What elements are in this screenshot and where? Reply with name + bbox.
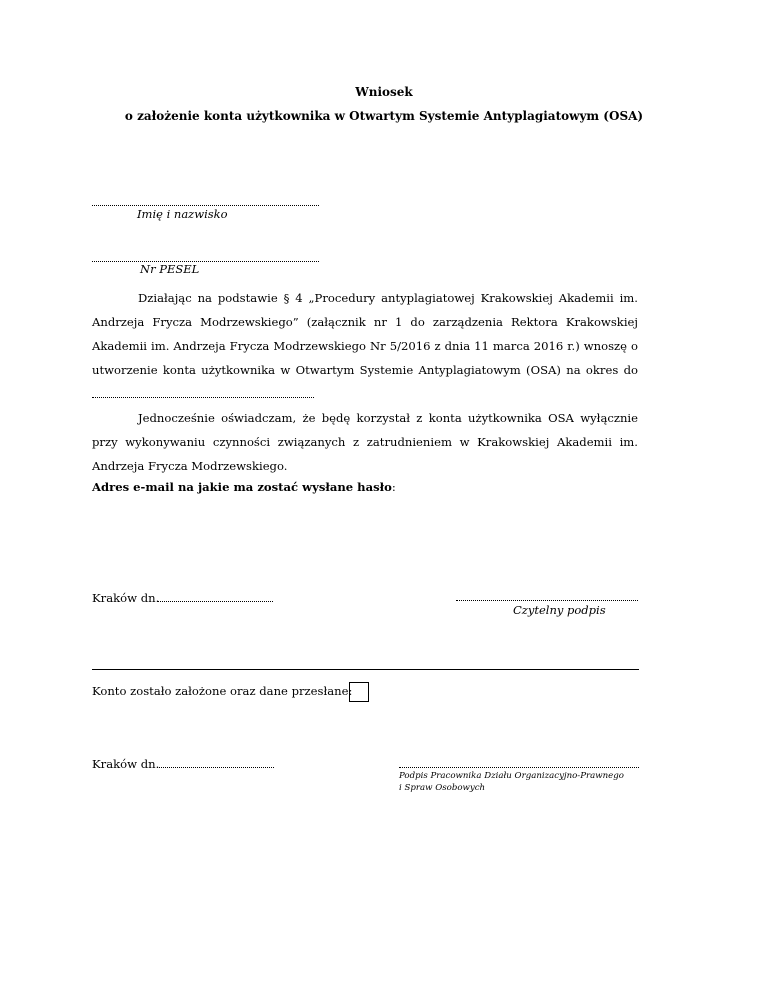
signature-caption-2-line1: Podpis Pracownika Działu Organizacyjno-Prawnego <box>399 771 624 781</box>
body-paragraph-1 <box>92 286 638 406</box>
signature-caption-1: Czytelny podpis <box>513 603 606 617</box>
confirmation-checkbox[interactable] <box>349 682 369 702</box>
body-paragraph-1-text: Działając na podstawie § 4 „Procedury antyplagiatowej Krakowskiej Akademii im. Andrzeja Frycza Modrzewskiego” (załącznik nr 1 do zarządzenia Rektora Krakowskiej Akademii im. Andrzeja Frycza Modrzewskiego Nr 5/2016 z dnia 11 marca 2016 r.) wnoszę o utworzenie konta użytkownika w Otwartym Systemie Antyplagiatowym (OSA) na okres do <box>92 291 638 377</box>
pesel-field[interactable] <box>92 261 319 262</box>
name-field[interactable] <box>92 205 319 206</box>
name-caption: Imię i nazwisko <box>137 207 228 221</box>
section-divider <box>92 669 639 670</box>
signature-caption-2 <box>399 770 624 794</box>
place-date-label-1: Kraków dn. <box>92 591 160 605</box>
period-until-field[interactable] <box>92 397 314 398</box>
email-label-text: Adres e-mail na jakie ma zostać wysłane hasło <box>92 480 392 494</box>
pesel-caption: Nr PESEL <box>140 262 200 276</box>
place-date-label-2: Kraków dn. <box>92 757 160 771</box>
body-text <box>92 286 638 478</box>
confirmation-label: Konto zostało założone oraz dane przesłane: <box>92 684 353 698</box>
signature-field-1[interactable] <box>456 600 638 601</box>
date-field-1[interactable] <box>157 601 273 602</box>
document-title: Wniosek <box>355 85 413 99</box>
signature-caption-2-line2: i Spraw Osobowych <box>399 783 486 793</box>
email-label <box>92 480 396 494</box>
email-label-colon: : <box>391 480 396 494</box>
body-paragraph-2: Jednocześnie oświadczam, że będę korzystał z konta użytkownika OSA wyłącznie przy wykonywaniu czynności związanych z zatrudnieniem w Krakowskiej Akademii im. Andrzeja Frycza Modrzewskiego. <box>92 411 638 473</box>
signature-field-2[interactable] <box>399 767 639 768</box>
document-subtitle: o założenie konta użytkownika w Otwartym Systemie Antyplagiatowym (OSA) <box>124 109 644 123</box>
date-field-2[interactable] <box>157 767 274 768</box>
